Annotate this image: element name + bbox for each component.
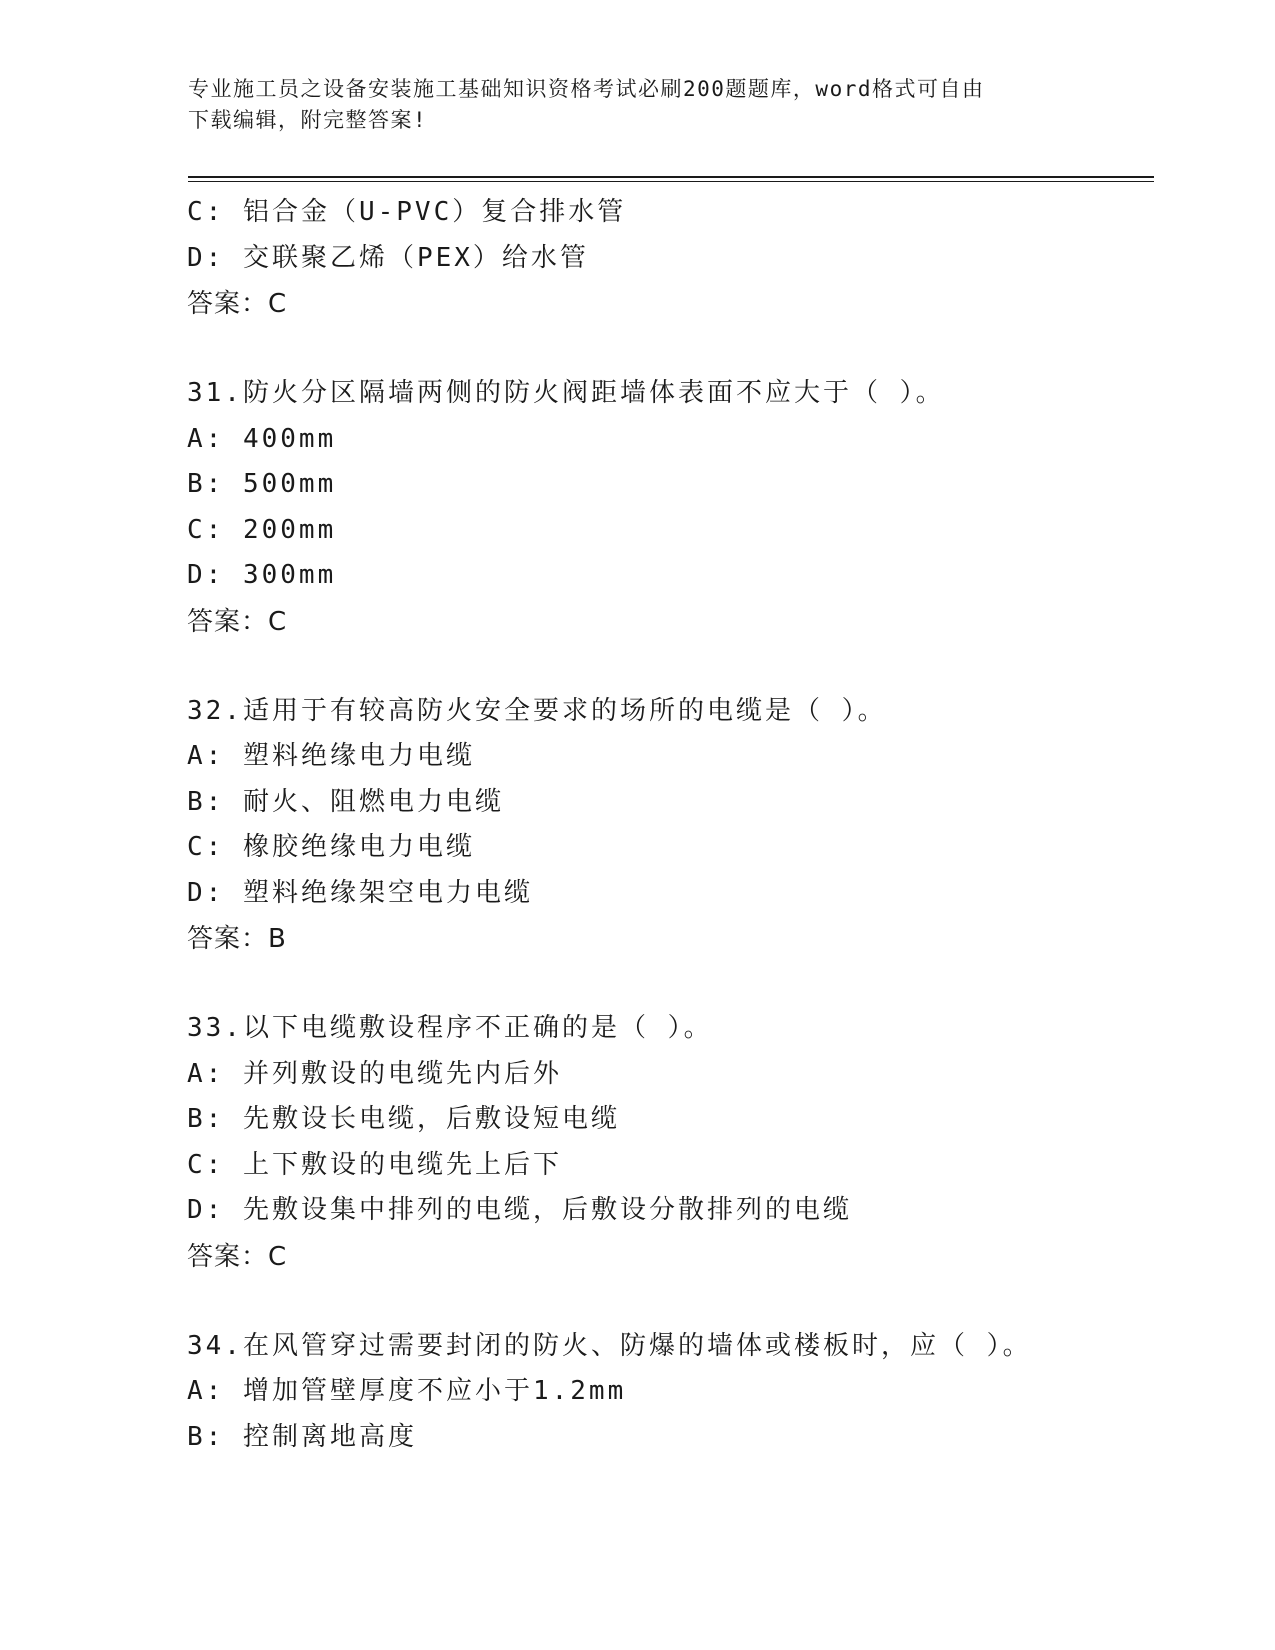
- option-b: B: 耐火、阻燃电力电缆: [187, 786, 504, 817]
- question-block-34: [187, 1324, 1147, 1461]
- option-a: A: 400mm: [187, 423, 337, 454]
- option-c: C: 200mm: [187, 514, 337, 545]
- header-title-line-1: 专业施工员之设备安装施工基础知识资格考试必刷200题题库，word格式可自由: [188, 77, 985, 101]
- header-rule-thin: [188, 181, 1154, 182]
- option-d: D: 先敷设集中排列的电缆，后敷设分散排列的电缆: [187, 1195, 852, 1225]
- question-stem: 32.适用于有较高防火安全要求的场所的电缆是（ ）。: [187, 695, 887, 726]
- option-d: D: 塑料绝缘架空电力电缆: [187, 877, 533, 908]
- question-block-32: [187, 689, 1147, 963]
- header-title-line-2: 下载编辑，附完整答案!: [188, 108, 428, 132]
- spacer: [187, 327, 1147, 371]
- question-stem: 34.在风管穿过需要封闭的防火、防爆的墙体或楼板时，应（ ）。: [187, 1330, 1032, 1361]
- question-stem: 33.以下电缆敷设程序不正确的是（ ）。: [187, 1013, 713, 1043]
- header-rule-thick: [188, 176, 1154, 178]
- document-header: [188, 74, 1088, 136]
- option-d: D: 300mm: [187, 560, 337, 590]
- question-stem: 31.防火分区隔墙两侧的防火阀距墙体表面不应大于（ ）。: [187, 378, 945, 408]
- option-b: B: 先敷设长电缆，后敷设短电缆: [187, 1104, 620, 1134]
- question-list: [187, 190, 1147, 1460]
- answer-line: 答案：B: [187, 924, 287, 954]
- spacer: [187, 645, 1147, 689]
- question-block-30-tail: [187, 190, 1147, 327]
- spacer: [187, 962, 1147, 1006]
- option-c: C: 上下敷设的电缆先上后下: [187, 1149, 562, 1180]
- question-block-31: [187, 371, 1147, 645]
- option-a: A: 并列敷设的电缆先内后外: [187, 1058, 562, 1089]
- option-a: A: 增加管壁厚度不应小于1.2mm: [187, 1376, 627, 1406]
- answer-line: 答案：C: [187, 1241, 288, 1272]
- option-b: B: 控制离地高度: [187, 1421, 417, 1452]
- option-b: B: 500mm: [187, 469, 337, 499]
- option-d: D: 交联聚乙烯（PEX）给水管: [187, 242, 589, 273]
- option-a: A: 塑料绝缘电力电缆: [187, 741, 475, 771]
- answer-line: 答案：C: [187, 606, 288, 637]
- option-c: C: 铝合金（U-PVC）复合排水管: [187, 197, 627, 227]
- question-block-33: [187, 1006, 1147, 1280]
- answer-line: 答案：C: [187, 289, 288, 319]
- option-c: C: 橡胶绝缘电力电缆: [187, 832, 475, 862]
- spacer: [187, 1280, 1147, 1324]
